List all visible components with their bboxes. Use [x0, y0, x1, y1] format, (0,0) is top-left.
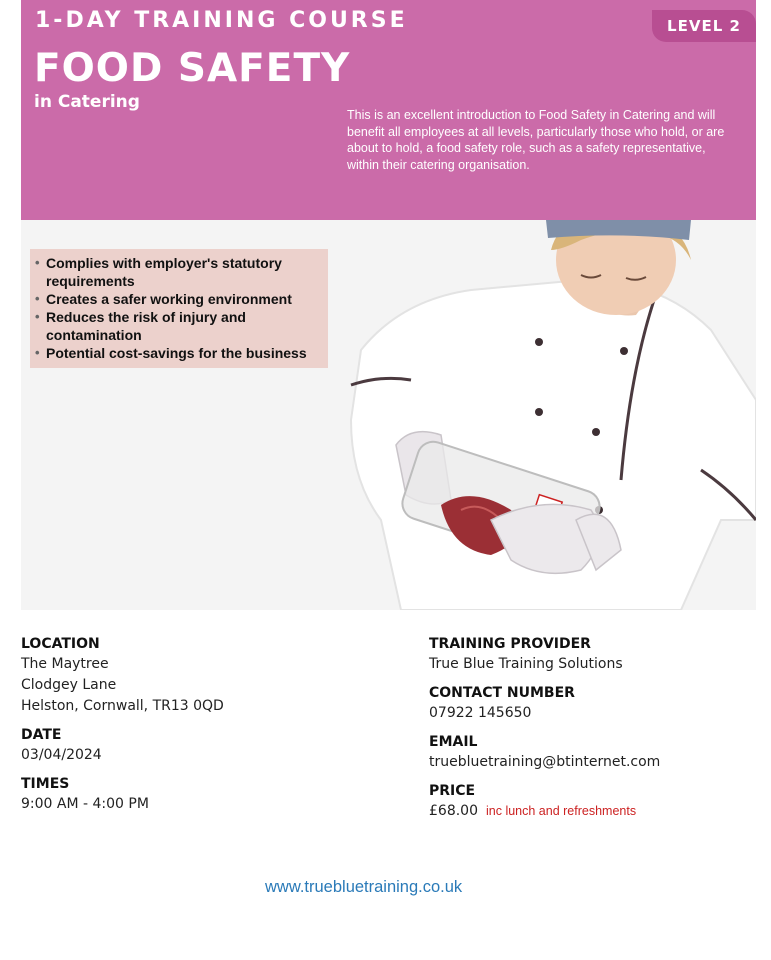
- contact-value: 07922 145650: [429, 705, 532, 721]
- price-note: inc lunch and refreshments: [486, 804, 637, 818]
- provider-details: [429, 634, 660, 822]
- benefit-item: [30, 308, 328, 344]
- provider-value: True Blue Training Solutions: [429, 656, 623, 672]
- price-label: PRICE: [429, 783, 476, 799]
- benefit-item: [30, 254, 328, 290]
- benefit-text: Complies with employer's statutory requirements: [46, 255, 282, 289]
- location-label: LOCATION: [21, 636, 100, 652]
- bullet-icon: •: [35, 291, 40, 306]
- benefit-item: [30, 290, 328, 308]
- location-line: Helston, Cornwall, TR13 0QD: [21, 698, 224, 714]
- bullet-icon: •: [35, 255, 40, 270]
- bullet-icon: •: [35, 309, 40, 324]
- course-tagline: 1-DAY TRAINING COURSE: [35, 8, 408, 33]
- header-banner: [21, 0, 756, 220]
- date-value: 03/04/2024: [21, 747, 102, 763]
- bullet-icon: •: [35, 345, 40, 360]
- course-title: FOOD SAFETY: [34, 46, 351, 91]
- price-line: [429, 801, 660, 822]
- benefits-box: [30, 249, 328, 368]
- contact-label: CONTACT NUMBER: [429, 685, 575, 701]
- location-line: The Maytree: [21, 656, 109, 672]
- course-subtitle: in Catering: [34, 92, 140, 112]
- benefit-text: Reduces the risk of injury and contamination: [46, 309, 246, 343]
- benefit-text: Creates a safer working environment: [46, 291, 292, 307]
- chef-photo: [21, 220, 756, 610]
- email-value[interactable]: truebluetraining@btinternet.com: [429, 754, 661, 770]
- level-badge: LEVEL 2: [652, 10, 756, 42]
- event-details: [21, 634, 224, 815]
- location-line: Clodgey Lane: [21, 677, 117, 693]
- times-value: 9:00 AM - 4:00 PM: [21, 796, 149, 812]
- benefit-item: [30, 344, 328, 362]
- course-intro: This is an excellent introduction to Food Safety in Catering and will benefit all employees at all levels, particularly those who hold, or are about to hold, a food safety role, such as a safety representative, within their catering organisation.: [347, 108, 725, 172]
- date-label: DATE: [21, 727, 62, 743]
- times-label: TIMES: [21, 776, 70, 792]
- email-label: EMAIL: [429, 734, 478, 750]
- price-value: £68.00: [429, 803, 478, 819]
- provider-label: TRAINING PROVIDER: [429, 636, 591, 652]
- website-link[interactable]: www.truebluetraining.co.uk: [265, 878, 463, 896]
- benefit-text: Potential cost-savings for the business: [46, 345, 307, 361]
